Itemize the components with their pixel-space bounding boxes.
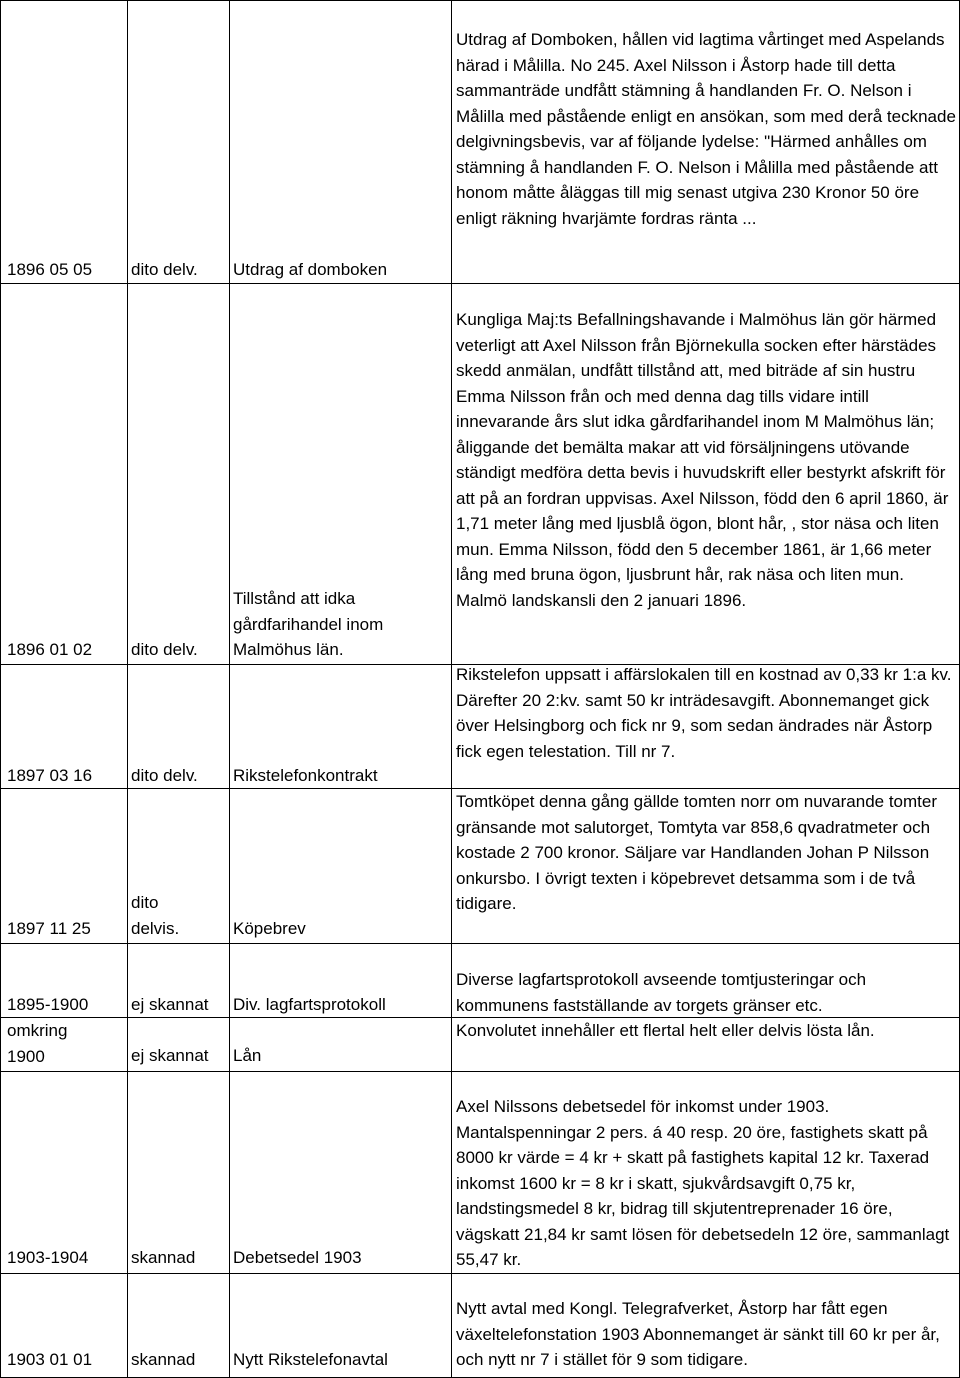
row-date: 1897 11 25 — [7, 919, 91, 938]
row-status: skannad — [131, 1350, 196, 1369]
row-type: Nytt Rikstelefonavtal — [233, 1350, 388, 1369]
grid-line — [0, 1071, 960, 1072]
row-text: Diverse lagfartsprotokoll avseende tomtjusteringar och kommunens fastställande av torgets gränser etc. — [456, 970, 867, 1015]
row-text: Konvolutet innehåller ett flertal helt eller delvis lösta lån. — [456, 1021, 875, 1040]
row-status: dito delv. — [131, 640, 198, 659]
row-date: 1903 01 01 — [7, 1350, 93, 1369]
grid-line — [451, 0, 452, 1378]
grid-line — [0, 283, 960, 284]
row-type: Rikstelefonkontrakt — [233, 766, 378, 785]
row-text: Rikstelefon uppsatt i affärslokalen till en kostnad av 0,33 kr 1:a kv. Därefter 20 2:kv. samt 50 kr inträdesavgift. Abonnemanget gick över Helsingborg och fick nr 9, som sedan ändrades när Åstorp fick egen telestation. Till nr 7. — [456, 665, 952, 761]
row-text: Kungliga Maj:ts Befallningshavande i Malmöhus län gör härmed veterligt att Axel Nilsson från Björnekulla socken efter härstädes skedd anmälan, undfått tillstånd att, med biträde af sin hustru Emma Nilsson från och med denna dag tills vidare intill innevarande års slut idka gårdfarihandel inom M Malmöhus län; åliggande det bemälta makar att vid försäljningens utövande ständigt medföra detta bevis i huvudskrift eller bestyrkt afskrift för att på an fordran uppvisas. Axel Nilsson, född den 6 april 1860, är 1,71 meter lång med ljusblå ögon, blont hår, , stor näsa och liten mun. Emma Nilsson, född den 5 december 1861, är 1,66 meter lång med bruna ögon, ljusbrunt hår, rak näsa och liten mun. Malmö landskansli den 2 januari 1896. — [456, 310, 949, 610]
grid-line — [0, 0, 960, 1]
grid-line — [0, 943, 960, 944]
row-type: Tillstånd att idka gårdfarihandel inom Malmöhus län. — [233, 589, 384, 659]
row-type: Utdrag af domboken — [233, 260, 388, 279]
grid-line — [229, 0, 230, 1378]
row-date: 1895-1900 — [7, 995, 89, 1014]
grid-line — [0, 0, 1, 1378]
row-status: dito delv. — [131, 766, 198, 785]
row-text: Axel Nilssons debetsedel för inkomst under 1903. Mantalspenningar 2 pers. á 40 resp. 20 öre, fastighets skatt på 8000 kr värde = 4 kr + skatt på fastighets kapital 12 kr. Taxerad inkomst 1600 kr = 8 kr i skatt, sjukvårdsavgift 0,75 kr, landstingsmedel 8 kr, bidrag till skjutentreprenader 16 öre, vägskatt 21,84 kr samt lösen för debetsedeln 12 öre, sammanlagt 55,47 kr. — [456, 1097, 950, 1269]
row-date: 1903-1904 — [7, 1248, 89, 1267]
row-type: Lån — [233, 1046, 262, 1065]
row-status: skannad — [131, 1248, 196, 1267]
row-date: 1896 01 02 — [7, 640, 93, 659]
row-status: ej skannat — [131, 1046, 209, 1065]
row-date: omkring 1900 — [7, 1021, 68, 1066]
row-text: Tomtköpet denna gång gällde tomten norr om nuvarande tomter gränsande mot salutorget, Tomtyta var 858,6 qvadratmeter och kostade 2 700 kronor. Säljare var Handlanden Johan P Nilsson onkursbo. I övrigt texten i köpebrevet detsamma som i de två tidigare. — [456, 792, 938, 913]
row-status: dito delv. — [131, 260, 198, 279]
row-text: Utdrag af Domboken, hållen vid lagtima vårtinget med Aspelands härad i Målilla. No 245. Axel Nilsson i Åstorp hade till detta sammanträde undfått stämning å handlanden Fr. O. Nelson i Målilla med påstående enligt en ansökan, som med derå tecknade delgivningsbevis, var af följande lydelse: "Härmed anhålles om stämning å handlanden F. O. Nelson i Målilla med påstående att honom måtte åläggas till mig senast utgiva 230 Kronor 50 öre enligt räkning hvarjämte fordras ränta ... — [456, 30, 956, 228]
row-date: 1896 05 05 — [7, 260, 93, 279]
row-type: Köpebrev — [233, 919, 306, 938]
row-status: dito delvis. — [131, 893, 180, 938]
grid-line — [0, 1273, 960, 1274]
row-status: ej skannat — [131, 995, 209, 1014]
row-type: Debetsedel 1903 — [233, 1248, 362, 1267]
row-type: Div. lagfartsprotokoll — [233, 995, 386, 1014]
grid-line — [127, 0, 128, 1378]
row-text: Nytt avtal med Kongl. Telegrafverket, Åstorp har fått egen växeltelefonstation 1903 Abonnemanget är sänkt till 60 kr per år, och nytt nr 7 i stället för 9 som tidigare. — [456, 1299, 940, 1369]
row-date: 1897 03 16 — [7, 766, 93, 785]
